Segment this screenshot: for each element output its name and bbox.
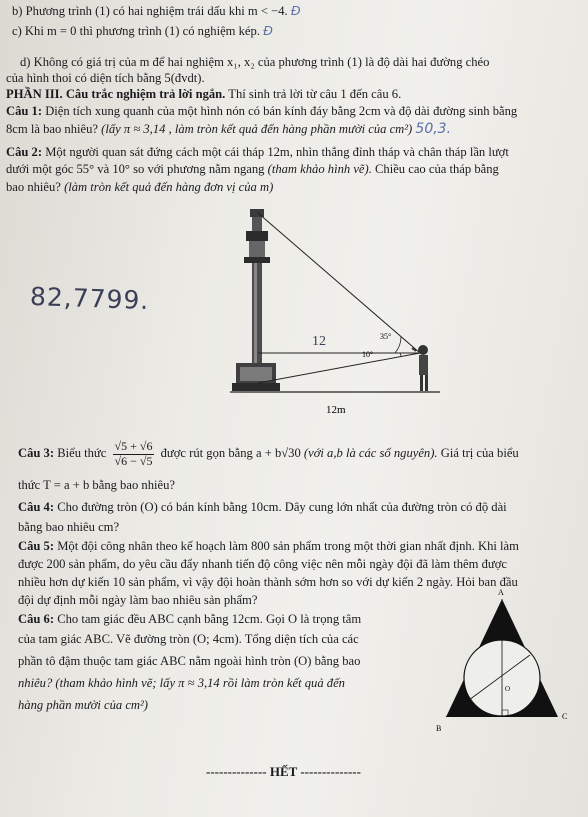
ground-distance-label: 12m	[326, 404, 346, 416]
q5-line1: Câu 5: Một đội công nhân theo kế hoạch làm 800 sản phẩm trong một thời gian nhất định. Khi làm	[18, 539, 519, 553]
q1-line2: 8cm là bao nhiêu? (lấy π ≈ 3,14 , làm tròn kết quả đến hàng phần mười của cm²) 50,3.	[6, 121, 452, 137]
q6-line3: phần tô đậm thuộc tam giác ABC nằm ngoài hình tròn (O) bằng bao	[18, 654, 361, 668]
part-c-handwritten-mark: Đ	[263, 23, 273, 38]
q6-line2: của tam giác ABC. Vẽ đường tròn (O; 4cm). Tổng diện tích của các	[18, 632, 359, 646]
q4-line2: bằng bao nhiêu cm?	[18, 520, 120, 534]
q2-handwritten-answer: 82,7799.	[29, 281, 150, 316]
tower-drawing	[232, 209, 280, 391]
q3-line2: thức T = a + b bằng bao nhiêu?	[18, 478, 175, 492]
tower-figure	[230, 205, 450, 420]
q5-line2: được 200 sản phẩm, do yêu cầu đẩy nhanh tiến độ công việc nên mỗi ngày đội đã làm thêm được	[18, 557, 507, 571]
end-marker: -------------- HẾT --------------	[206, 764, 361, 779]
q5-line4: đội dự định mỗi ngày làm bao nhiêu sản phẩm?	[18, 593, 258, 607]
sight-line-bottom	[258, 353, 420, 383]
q6-line4: nhiêu? (tham khảo hình vẽ; lấy π ≈ 3,14 rồi làm tròn kết quả đến	[18, 676, 345, 690]
q3-fraction: $\frac{√5 + √6}{√6 - √5}$	[114, 439, 153, 468]
part-d-statement: d) Không có giá trị của m để hai nghiệm x₁, x₂ của phương trình (1) là độ dài hai đường chéo	[20, 55, 490, 69]
q6-line5: hàng phần mười của cm²)	[18, 698, 148, 712]
vertex-c-label: C	[562, 712, 568, 721]
part-c-statement: c) Khi m = 0 thì phương trình (1) có nghiệm kép. Đ	[12, 23, 273, 38]
handwritten-distance-label: 12	[312, 334, 326, 349]
part3-heading: PHẦN III. Câu trắc nghiệm trả lời ngắn. Thí sinh trả lời từ câu 1 đến câu 6.	[6, 87, 402, 101]
vertex-b-label: B	[436, 724, 442, 733]
q5-line3: nhiều hơn dự kiến 10 sản phẩm, vì vậy đội hoàn thành sớm hơn so với dự kiến 2 ngày. Hỏi ban đầu	[18, 575, 518, 589]
part-d-statement-cont: của hình thoi có diện tích bằng 5(đvdt).	[6, 71, 205, 85]
q1-handwritten-answer: 50,3.	[415, 121, 452, 137]
observer-icon	[412, 345, 428, 391]
q4-line1: Câu 4: Cho đường tròn (O) có bán kính bằng 10cm. Dây cung lớn nhất của đường tròn có độ dài	[18, 500, 507, 514]
q3-line1: Câu 3: Biểu thức $\frac{√5 + √6}{√6 - √5}$ được rút gọn bằng a + b√30 (với a,b là các số nguyên). Giá trị của biểu	[18, 439, 519, 468]
q6-line1: Câu 6: Cho tam giác đều ABC cạnh bằng 12cm. Gọi O là trọng tâm	[18, 612, 362, 626]
q1-line1: Câu 1: Diện tích xung quanh của một hình nón có bán kính đáy bằng 2cm và độ dài đường sinh bằng	[6, 104, 518, 118]
angle-bottom-label: 10°	[362, 350, 374, 359]
triangle-figure	[430, 585, 580, 735]
part-b-statement: b) Phương trình (1) có hai nghiệm trái dấu khi m < −4. Đ	[12, 3, 301, 18]
center-o-label: O	[505, 685, 511, 693]
sight-line-top	[258, 213, 420, 353]
angle-top-label: 35°	[380, 332, 392, 341]
q2-line2: dưới một góc 55° và 10° so với phương nằm ngang (tham khảo hình vẽ). Chiều cao của tháp bằng	[6, 162, 499, 176]
vertex-a-label: A	[498, 588, 504, 597]
part-b-handwritten-mark: Đ	[290, 3, 301, 18]
q2-line1: Câu 2: Một người quan sát đứng cách một cái tháp 12m, nhìn thẳng đỉnh tháp và chân tháp lần lượt	[6, 145, 509, 159]
q2-line3: bao nhiêu? (làm tròn kết quả đến hàng đơn vị của m)	[6, 180, 274, 194]
